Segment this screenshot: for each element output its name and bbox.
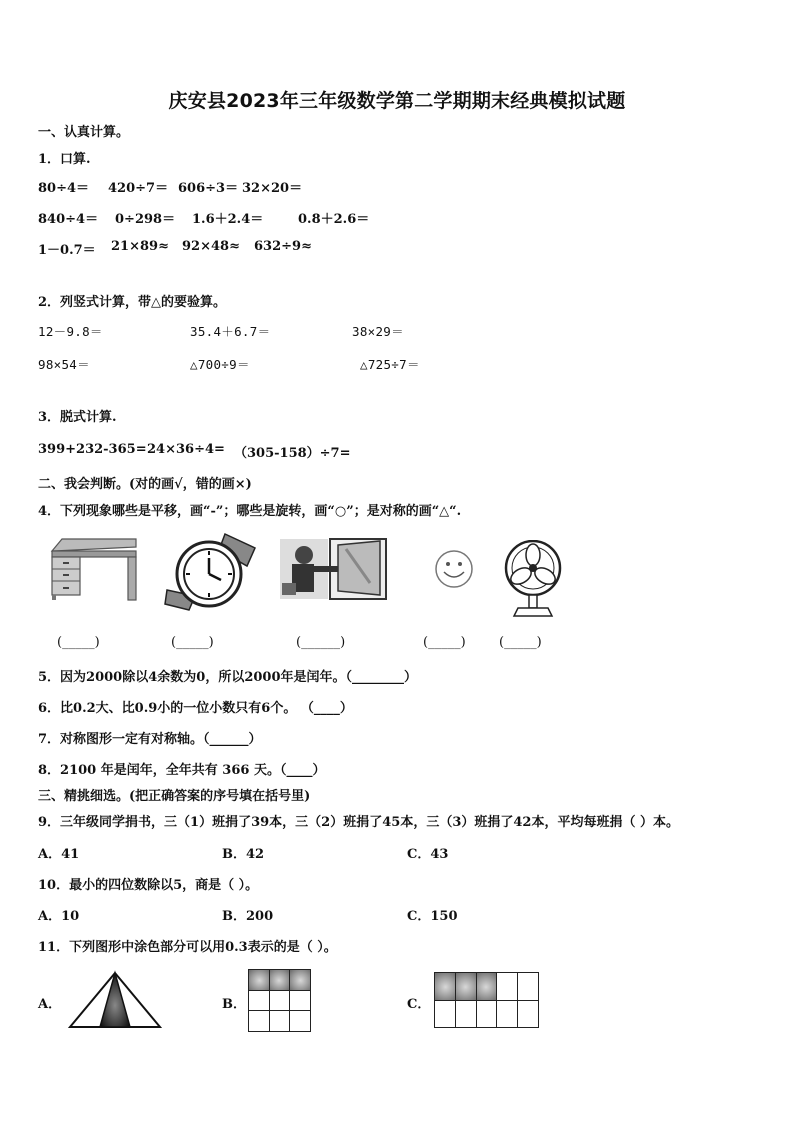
section-1-heading: 一、认真计算。 <box>38 125 130 140</box>
q11-option-b[interactable]: B． <box>222 997 246 1012</box>
desk-icon <box>48 537 140 601</box>
q1-item: 0÷298＝ <box>115 212 176 227</box>
q4-label: 4．下列现象哪些是平移，画“-”；哪些是旋转，画“○”；是对称的画“△“. <box>38 504 462 519</box>
answer-blank[interactable]: (______) <box>296 635 346 650</box>
q9-question: 9．三年级同学捐书，三（1）班捐了39本，三（2）班捐了45本，三（3）班捐了42本，平均每班捐（ ）本。 <box>38 815 679 830</box>
q1-label: 1．口算. <box>38 152 91 167</box>
q2-item: 38×29＝ <box>352 324 404 339</box>
triangle-figure <box>68 970 162 1030</box>
q2-item: △700÷9＝ <box>190 357 250 372</box>
answer-blank[interactable]: (_____) <box>57 635 100 650</box>
q2-item: △725÷7＝ <box>360 357 420 372</box>
q3-item: （305-158）÷7= <box>234 446 351 461</box>
person-opening-window-icon <box>280 537 388 601</box>
q3-item: 24×36÷4= <box>147 442 225 457</box>
q2-label: 2．列竖式计算，带△的要验算。 <box>38 295 227 310</box>
q1-item: 632÷9≈ <box>254 239 312 254</box>
section-3-heading: 三、精挑细选。(把正确答案的序号填在括号里) <box>38 789 311 804</box>
q6-statement: 6．比0.2大、比0.9小的一位小数只有6个。 （____） <box>38 701 353 716</box>
q10-option-a[interactable]: A．10 <box>38 909 80 924</box>
q3-item: 399+232-365= <box>38 442 147 457</box>
q1-item: 0.8＋2.6＝ <box>298 212 370 227</box>
electric-fan-icon <box>500 540 566 618</box>
q8-statement: 8．2100 年是闰年，全年共有 366 天。（____） <box>38 763 326 778</box>
q9-option-b[interactable]: B．42 <box>222 847 265 862</box>
q9-option-a[interactable]: A．41 <box>38 847 80 862</box>
q11-question: 11．下列图形中涂色部分可以用0.3表示的是（ ）。 <box>38 940 337 955</box>
q2-item: 12－9.8＝ <box>38 324 103 339</box>
q10-option-c[interactable]: C．150 <box>407 909 458 924</box>
answer-blank[interactable]: (_____) <box>499 635 542 650</box>
q2-item: 98×54＝ <box>38 357 90 372</box>
grid-figure-b <box>248 969 311 1032</box>
section-2-heading: 二、我会判断。(对的画√，错的画×) <box>38 477 252 492</box>
answer-blank[interactable]: (_____) <box>171 635 214 650</box>
q1-item: 21×89≈ <box>111 239 169 254</box>
page-title: 庆安县2023年三年级数学第二学期期末经典模拟试题 <box>168 90 626 112</box>
q9-option-c[interactable]: C．43 <box>407 847 449 862</box>
q1-item: 92×48≈ <box>182 239 240 254</box>
wristwatch-icon <box>163 532 257 612</box>
q2-item: 35.4＋6.7＝ <box>190 324 271 339</box>
q11-option-c[interactable]: C． <box>407 997 431 1012</box>
q11-option-a[interactable]: A． <box>38 997 62 1012</box>
q3-label: 3．脱式计算. <box>38 410 117 425</box>
q1-item: 80÷4＝ <box>38 181 90 196</box>
q1-item: 32×20＝ <box>242 181 303 196</box>
answer-blank[interactable]: (_____) <box>423 635 466 650</box>
q10-option-b[interactable]: B．200 <box>222 909 274 924</box>
q10-question: 10．最小的四位数除以5，商是（ ）。 <box>38 878 259 893</box>
q5-statement: 5．因为2000除以4余数为0，所以2000年是闰年。（________） <box>38 670 417 685</box>
q7-statement: 7．对称图形一定有对称轴。（______） <box>38 732 262 747</box>
q1-item: 606÷3＝ <box>178 181 239 196</box>
q1-item: 420÷7＝ <box>108 181 169 196</box>
grid-figure-c <box>434 972 539 1028</box>
smiley-face-icon <box>432 549 476 589</box>
q1-item: 840÷4＝ <box>38 212 99 227</box>
q1-item: 1.6＋2.4＝ <box>192 212 264 227</box>
q1-item: 1－0.7＝ <box>38 243 96 258</box>
